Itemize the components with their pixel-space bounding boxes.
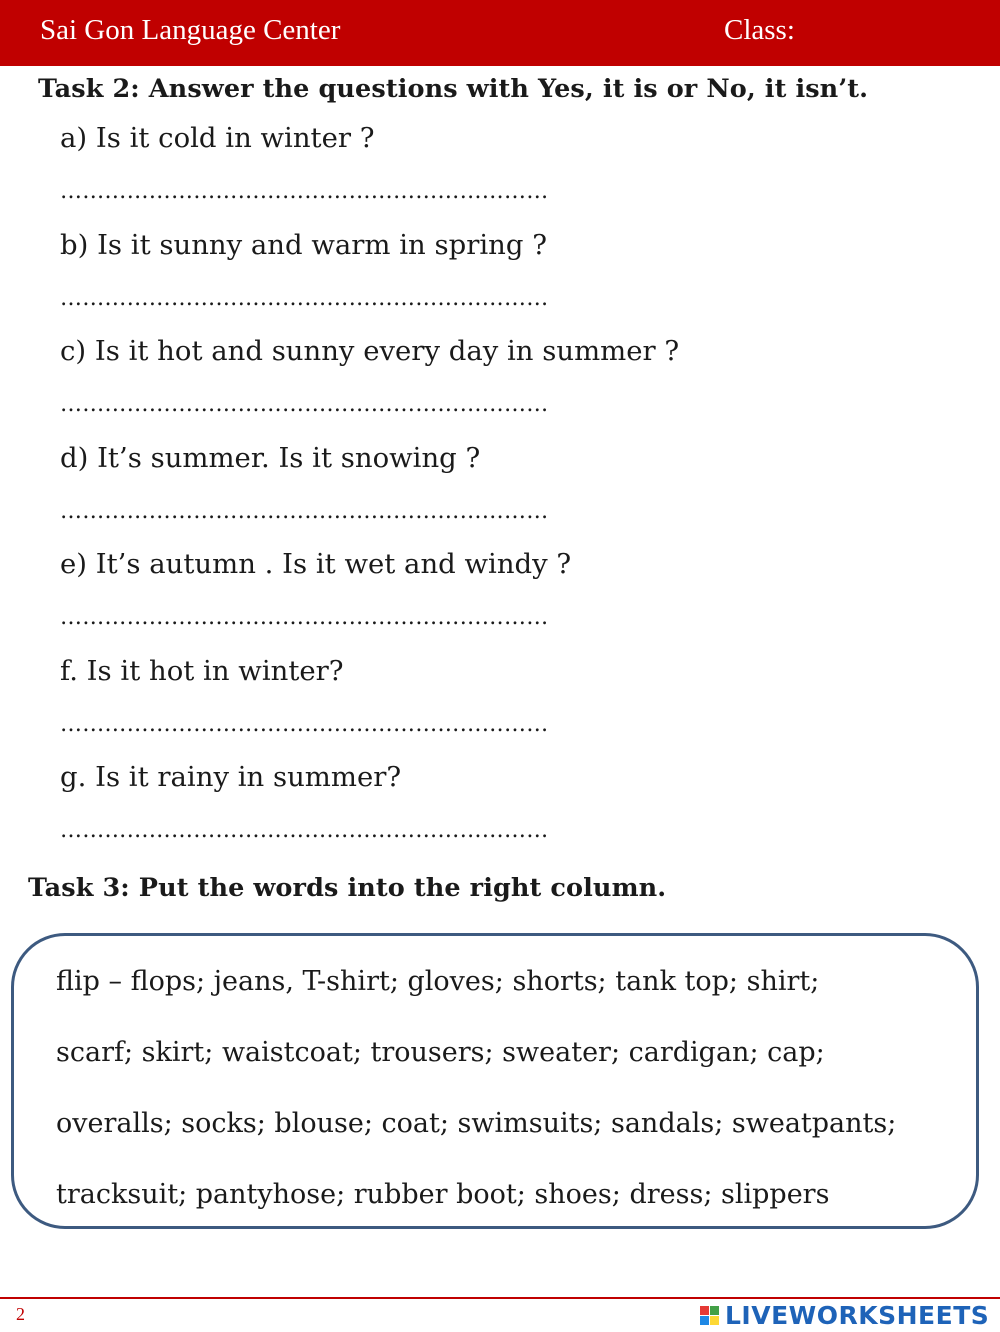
liveworksheets-logo-icon (700, 1306, 719, 1325)
answer-line[interactable]: ………………………………………………………… (60, 392, 549, 417)
question-item (60, 761, 760, 868)
question-text: f. Is it hot in winter? (60, 654, 344, 687)
question-text: a) Is it cold in winter ? (60, 122, 375, 154)
center-name: Sai Gon Language Center (40, 14, 341, 46)
question-item (60, 548, 760, 655)
word-bank-line: overalls; socks; blouse; coat; swimsuits; sandals; sweatpants; (56, 1108, 897, 1139)
task3-title: Task 3: Put the words into the right column. (28, 873, 667, 903)
question-text: c) Is it hot and sunny every day in summer ? (60, 335, 680, 367)
answer-line[interactable]: ………………………………………………………… (60, 179, 549, 204)
task2-title: Task 2: Answer the questions with Yes, it is or No, it isn’t. (38, 74, 869, 104)
answer-line[interactable]: ………………………………………………………… (60, 285, 549, 311)
task2-questions (60, 122, 760, 868)
question-item (60, 335, 760, 442)
answer-line[interactable]: ………………………………………………………… (60, 818, 549, 843)
question-text: d) It’s summer. Is it snowing ? (60, 441, 481, 474)
answer-line[interactable]: ………………………………………………………… (60, 605, 549, 630)
word-bank-line: scarf; skirt; waistcoat; trousers; sweater; cardigan; cap; (56, 1037, 825, 1068)
question-item (60, 442, 760, 549)
brand-text: LIVEWORKSHEETS (725, 1300, 990, 1330)
question-item (60, 655, 760, 762)
answer-line[interactable]: ………………………………………………………… (60, 498, 549, 524)
word-bank-box (11, 933, 979, 1229)
page-number: 2 (16, 1304, 25, 1324)
word-bank-line: flip – flops; jeans, T-shirt; gloves; shorts; tank top; shirt; (56, 966, 820, 997)
class-label: Class: (724, 14, 795, 46)
header-bar (0, 0, 1000, 66)
answer-line[interactable]: ………………………………………………………… (60, 711, 549, 737)
word-bank-line: tracksuit; pantyhose; rubber boot; shoes; dress; slippers (56, 1179, 830, 1210)
question-item (60, 122, 760, 229)
question-item (60, 229, 760, 336)
question-text: g. Is it rainy in summer? (60, 761, 402, 793)
footer-divider (0, 1297, 1000, 1299)
question-text: b) Is it sunny and warm in spring ? (60, 228, 547, 261)
question-text: e) It’s autumn . Is it wet and windy ? (60, 548, 572, 580)
liveworksheets-watermark (700, 1300, 989, 1330)
